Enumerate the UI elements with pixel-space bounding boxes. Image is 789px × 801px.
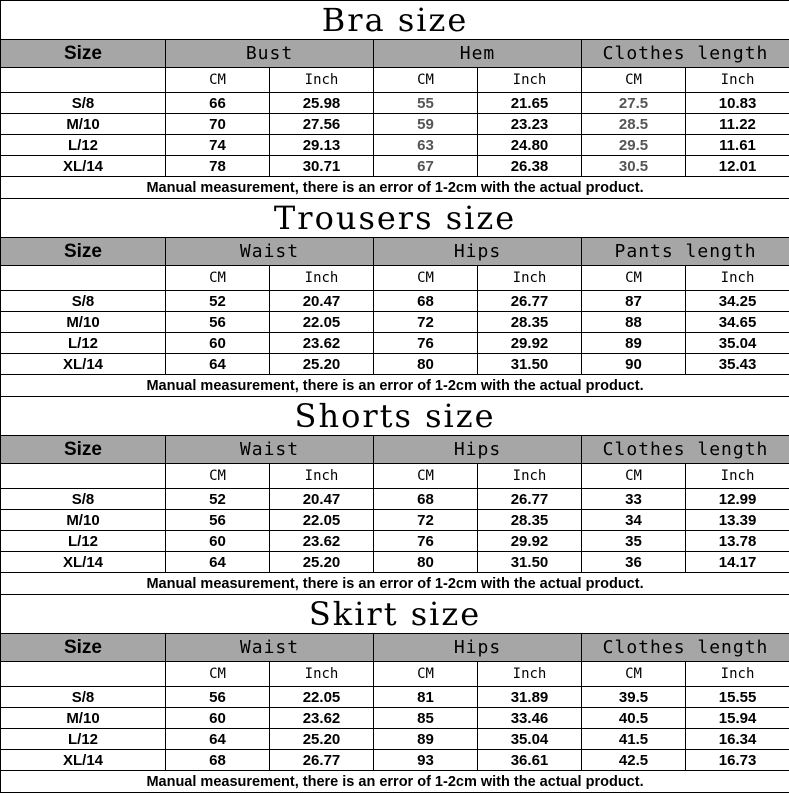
unit-label: Inch (478, 464, 582, 489)
size-cell: L/12 (1, 333, 166, 354)
size-cell: XL/14 (1, 354, 166, 375)
table-row (1, 531, 789, 552)
measurement-cell: 64 (166, 354, 270, 375)
measurement-cell: 20.47 (270, 489, 374, 510)
unit-label: Inch (478, 266, 582, 291)
unit-spacer (1, 464, 166, 489)
measure-group-header: Clothes length (582, 436, 789, 464)
measurement-cell: 11.61 (686, 135, 789, 156)
measurement-cell: 23.62 (270, 531, 374, 552)
size-cell: S/8 (1, 291, 166, 312)
size-header: Size (1, 436, 166, 464)
size-cell: S/8 (1, 687, 166, 708)
measurement-cell: 34 (582, 510, 686, 531)
measurement-cell: 40.5 (582, 708, 686, 729)
measurement-cell: 56 (166, 312, 270, 333)
measurement-cell: 93 (374, 750, 478, 771)
measurement-cell: 35 (582, 531, 686, 552)
unit-label: Inch (686, 68, 789, 93)
measurement-cell: 36 (582, 552, 686, 573)
measurement-cell: 20.47 (270, 291, 374, 312)
measurement-cell: 39.5 (582, 687, 686, 708)
measurement-cell: 25.20 (270, 354, 374, 375)
measurement-cell: 90 (582, 354, 686, 375)
measurement-cell: 22.05 (270, 510, 374, 531)
unit-label: Inch (270, 662, 374, 687)
measurement-cell: 80 (374, 354, 478, 375)
measure-group-header: Hem (374, 40, 582, 68)
measure-group-header: Bust (166, 40, 374, 68)
measurement-cell: 25.20 (270, 729, 374, 750)
measurement-cell: 12.01 (686, 156, 789, 177)
measurement-cell: 56 (166, 687, 270, 708)
measurement-cell: 29.92 (478, 531, 582, 552)
unit-label: CM (374, 266, 478, 291)
table-row (1, 291, 789, 312)
section-title: Bra size (1, 1, 789, 40)
unit-label: CM (374, 662, 478, 687)
measurement-cell: 34.25 (686, 291, 789, 312)
measurement-cell: 15.55 (686, 687, 789, 708)
unit-label: CM (582, 662, 686, 687)
table-row (1, 93, 789, 114)
measurement-cell: 29.13 (270, 135, 374, 156)
measurement-cell: 85 (374, 708, 478, 729)
measurement-cell: 56 (166, 510, 270, 531)
measurement-cell: 63 (374, 135, 478, 156)
unit-label: CM (582, 68, 686, 93)
measurement-cell: 78 (166, 156, 270, 177)
measurement-cell: 35.43 (686, 354, 789, 375)
measurement-cell: 31.89 (478, 687, 582, 708)
measurement-cell: 60 (166, 531, 270, 552)
measurement-cell: 29.92 (478, 333, 582, 354)
size-header: Size (1, 238, 166, 266)
section-title: Skirt size (1, 595, 789, 634)
table-row (1, 708, 789, 729)
measurement-cell: 36.61 (478, 750, 582, 771)
size-cell: M/10 (1, 708, 166, 729)
table-row (1, 552, 789, 573)
unit-label: CM (582, 464, 686, 489)
measure-group-header: Hips (374, 436, 582, 464)
measurement-cell: 10.83 (686, 93, 789, 114)
unit-label: CM (166, 662, 270, 687)
measurement-cell: 25.20 (270, 552, 374, 573)
size-cell: XL/14 (1, 750, 166, 771)
measurement-cell: 64 (166, 729, 270, 750)
unit-label: Inch (478, 68, 582, 93)
measure-group-header: Pants length (582, 238, 789, 266)
measurement-cell: 26.38 (478, 156, 582, 177)
measurement-cell: 16.34 (686, 729, 789, 750)
unit-spacer (1, 662, 166, 687)
measurement-cell: 13.39 (686, 510, 789, 531)
measurement-cell: 31.50 (478, 552, 582, 573)
measurement-cell: 76 (374, 333, 478, 354)
measurement-cell: 60 (166, 333, 270, 354)
measurement-cell: 89 (582, 333, 686, 354)
measurement-cell: 23.62 (270, 708, 374, 729)
measurement-cell: 26.77 (478, 489, 582, 510)
unit-spacer (1, 266, 166, 291)
table-row (1, 312, 789, 333)
unit-label: CM (374, 68, 478, 93)
unit-label: Inch (270, 68, 374, 93)
measurement-note: Manual measurement, there is an error of 1-2cm with the actual product. (1, 177, 789, 199)
measurement-cell: 89 (374, 729, 478, 750)
unit-label: Inch (686, 464, 789, 489)
measurement-cell: 87 (582, 291, 686, 312)
measurement-cell: 30.5 (582, 156, 686, 177)
unit-label: Inch (270, 266, 374, 291)
size-header: Size (1, 40, 166, 68)
measure-group-header: Hips (374, 238, 582, 266)
table-row (1, 333, 789, 354)
measurement-cell: 35.04 (478, 729, 582, 750)
measure-group-header: Hips (374, 634, 582, 662)
measurement-cell: 80 (374, 552, 478, 573)
measurement-cell: 25.98 (270, 93, 374, 114)
size-cell: M/10 (1, 312, 166, 333)
unit-label: CM (166, 464, 270, 489)
measurement-cell: 52 (166, 291, 270, 312)
measure-group-header: Waist (166, 436, 374, 464)
size-cell: S/8 (1, 93, 166, 114)
table-row (1, 687, 789, 708)
unit-label: Inch (686, 266, 789, 291)
table-row (1, 510, 789, 531)
table-row (1, 354, 789, 375)
measurement-cell: 76 (374, 531, 478, 552)
table-row (1, 156, 789, 177)
measurement-cell: 11.22 (686, 114, 789, 135)
measurement-cell: 23.23 (478, 114, 582, 135)
measurement-cell: 52 (166, 489, 270, 510)
measurement-cell: 59 (374, 114, 478, 135)
measurement-cell: 64 (166, 552, 270, 573)
measurement-cell: 35.04 (686, 333, 789, 354)
measurement-note: Manual measurement, there is an error of 1-2cm with the actual product. (1, 771, 789, 793)
table-row (1, 135, 789, 156)
measurement-cell: 14.17 (686, 552, 789, 573)
unit-label: Inch (478, 662, 582, 687)
measurement-cell: 16.73 (686, 750, 789, 771)
measurement-cell: 81 (374, 687, 478, 708)
measurement-cell: 26.77 (270, 750, 374, 771)
measurement-cell: 60 (166, 708, 270, 729)
measurement-cell: 23.62 (270, 333, 374, 354)
measure-group-header: Waist (166, 238, 374, 266)
table-row (1, 489, 789, 510)
measurement-cell: 29.5 (582, 135, 686, 156)
unit-label: CM (166, 68, 270, 93)
measurement-cell: 12.99 (686, 489, 789, 510)
unit-spacer (1, 68, 166, 93)
table-row (1, 114, 789, 135)
measurement-cell: 30.71 (270, 156, 374, 177)
measurement-cell: 67 (374, 156, 478, 177)
measurement-cell: 31.50 (478, 354, 582, 375)
unit-label: CM (166, 266, 270, 291)
size-cell: L/12 (1, 531, 166, 552)
measurement-note: Manual measurement, there is an error of 1-2cm with the actual product. (1, 573, 789, 595)
measurement-cell: 72 (374, 510, 478, 531)
measure-group-header: Waist (166, 634, 374, 662)
measurement-cell: 27.5 (582, 93, 686, 114)
size-cell: L/12 (1, 729, 166, 750)
size-cell: XL/14 (1, 156, 166, 177)
measurement-cell: 28.35 (478, 510, 582, 531)
section-title: Trousers size (1, 199, 789, 238)
measurement-cell: 33 (582, 489, 686, 510)
measurement-cell: 34.65 (686, 312, 789, 333)
measurement-note: Manual measurement, there is an error of 1-2cm with the actual product. (1, 375, 789, 397)
measurement-cell: 42.5 (582, 750, 686, 771)
measurement-cell: 70 (166, 114, 270, 135)
measurement-cell: 74 (166, 135, 270, 156)
measurement-cell: 21.65 (478, 93, 582, 114)
unit-label: Inch (270, 464, 374, 489)
size-cell: M/10 (1, 510, 166, 531)
table-row (1, 729, 789, 750)
table-row (1, 750, 789, 771)
measurement-cell: 28.5 (582, 114, 686, 135)
measurement-cell: 13.78 (686, 531, 789, 552)
measurement-cell: 26.77 (478, 291, 582, 312)
unit-label: CM (582, 266, 686, 291)
measurement-cell: 41.5 (582, 729, 686, 750)
measurement-cell: 28.35 (478, 312, 582, 333)
measure-group-header: Clothes length (582, 40, 789, 68)
measurement-cell: 27.56 (270, 114, 374, 135)
size-header: Size (1, 634, 166, 662)
measurement-cell: 22.05 (270, 687, 374, 708)
measurement-cell: 68 (374, 291, 478, 312)
size-cell: M/10 (1, 114, 166, 135)
unit-label: Inch (686, 662, 789, 687)
size-cell: S/8 (1, 489, 166, 510)
measurement-cell: 68 (374, 489, 478, 510)
measurement-cell: 33.46 (478, 708, 582, 729)
measurement-cell: 24.80 (478, 135, 582, 156)
measurement-cell: 88 (582, 312, 686, 333)
section-title: Shorts size (1, 397, 789, 436)
measurement-cell: 15.94 (686, 708, 789, 729)
measurement-cell: 72 (374, 312, 478, 333)
measurement-cell: 55 (374, 93, 478, 114)
size-cell: XL/14 (1, 552, 166, 573)
measurement-cell: 66 (166, 93, 270, 114)
size-cell: L/12 (1, 135, 166, 156)
measurement-cell: 22.05 (270, 312, 374, 333)
measure-group-header: Clothes length (582, 634, 789, 662)
unit-label: CM (374, 464, 478, 489)
measurement-cell: 68 (166, 750, 270, 771)
